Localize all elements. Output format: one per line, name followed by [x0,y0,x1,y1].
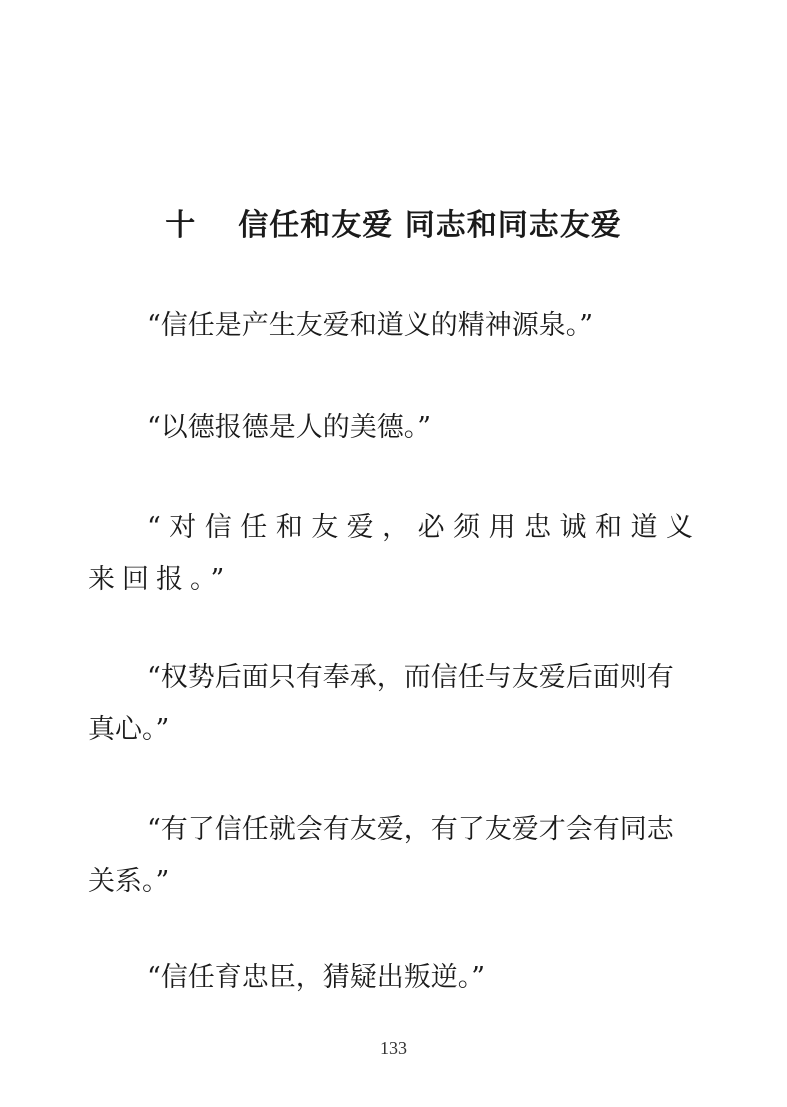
quote-paragraph: “有了信任就会有友爱，有了友爱才会有同志关系。” [88,814,674,897]
quote-paragraph: “信任育忠臣，猜疑出叛逆。” [147,962,486,993]
quote-paragraph: “权势后面只有奉承，而信任与友爱后面则有真心。” [88,662,674,745]
chapter-title: 信任和友爱 同志和同志友爱 [238,208,622,243]
page-number: 133 [380,1038,407,1058]
chapter-heading [0,200,787,244]
quote-paragraph: “对信任和友爱，必须用忠诚和道义来回报。” [88,512,700,595]
quote-paragraph: “以德报德是人的美德。” [147,412,432,443]
chapter-number: 十 [165,208,197,243]
quote-paragraph: “信任是产生友爱和道义的精神源泉。” [147,310,594,341]
